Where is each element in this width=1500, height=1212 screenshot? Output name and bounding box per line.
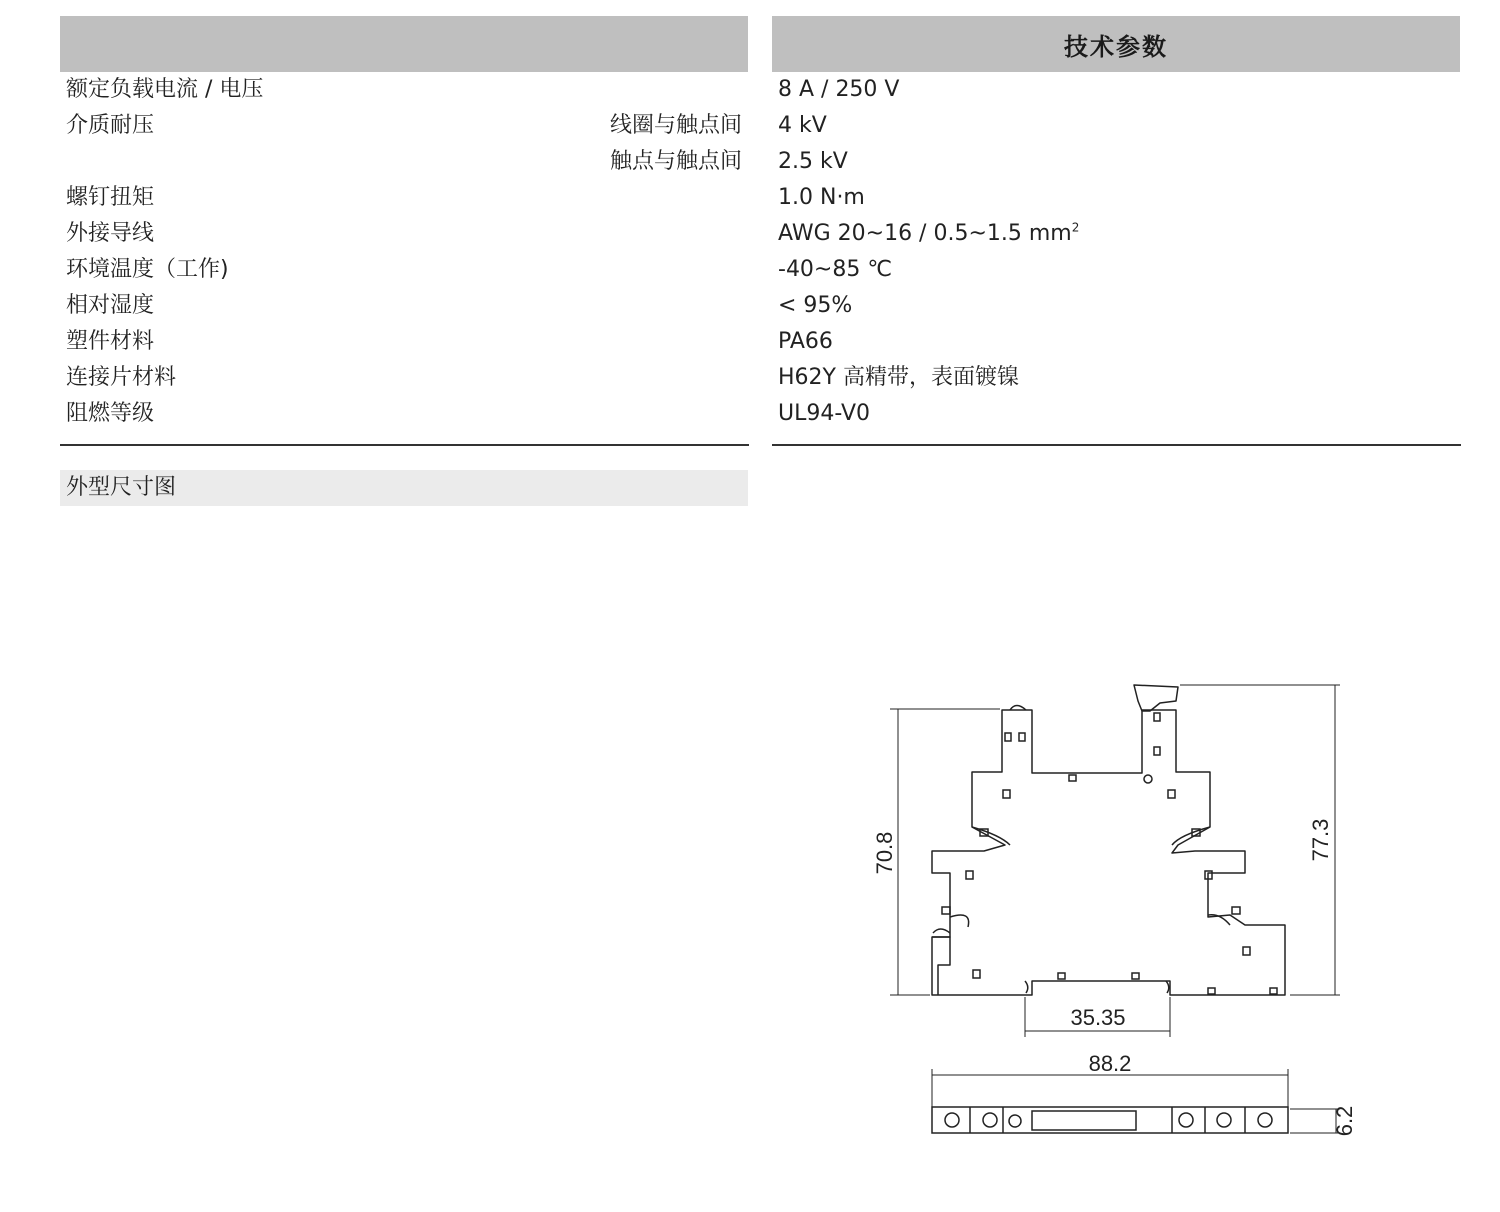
dimension-drawing-svg <box>860 675 1370 1145</box>
table-bottom-rule-left <box>60 444 749 446</box>
dimension-section-bar <box>60 470 748 506</box>
dim-thickness: 6.2 <box>1332 1105 1357 1137</box>
table-bottom-rule-right <box>772 444 1461 446</box>
param-label: 额定负载电流 / 电压 <box>66 77 264 102</box>
param-value: H62Y 高精带，表面镀镍 <box>778 365 1019 390</box>
terminal-marks <box>942 713 1277 994</box>
dim-rail-width: 35.35 <box>1070 1005 1126 1030</box>
param-value: 2.5 kV <box>778 149 848 174</box>
param-value: -40~85 ℃ <box>778 257 893 282</box>
header-bar-right <box>772 16 1460 72</box>
bottom-view <box>932 1107 1288 1133</box>
param-value: 4 kV <box>778 113 827 138</box>
param-value-with-sup <box>778 216 1079 252</box>
param-value: PA66 <box>778 329 833 354</box>
param-value: 8 A / 250 V <box>778 77 900 102</box>
top-clip <box>1134 685 1178 711</box>
header-bar-left <box>60 16 748 72</box>
dimension-drawing <box>860 675 1370 1145</box>
param-value: < 95% <box>778 293 853 318</box>
section-title: 外型尺寸图 <box>66 475 177 500</box>
param-value: UL94-V0 <box>778 401 871 426</box>
param-label: 塑件材料 <box>66 329 155 354</box>
param-label: 相对湿度 <box>66 293 155 318</box>
dim-height-right: 77.3 <box>1308 818 1333 862</box>
param-label: 螺钉扭矩 <box>66 185 155 210</box>
param-sublabel: 触点与触点间 <box>609 149 742 174</box>
socket-outline <box>932 710 1285 995</box>
dim-height-left: 70.8 <box>872 831 897 875</box>
param-value: AWG 20~16 / 0.5~1.5 mm <box>778 221 1072 246</box>
param-value: 1.0 N·m <box>778 185 865 210</box>
superscript: 2 <box>1071 220 1080 235</box>
param-label: 外接导线 <box>66 221 155 246</box>
param-label: 阻燃等级 <box>66 401 155 426</box>
param-label: 介质耐压 <box>66 113 155 138</box>
dim-total-width: 88.2 <box>1088 1051 1132 1076</box>
param-label: 环境温度（工作) <box>66 257 229 282</box>
param-label: 连接片材料 <box>66 365 177 390</box>
param-sublabel: 线圈与触点间 <box>609 113 742 138</box>
header-title: 技术参数 <box>1064 32 1168 61</box>
